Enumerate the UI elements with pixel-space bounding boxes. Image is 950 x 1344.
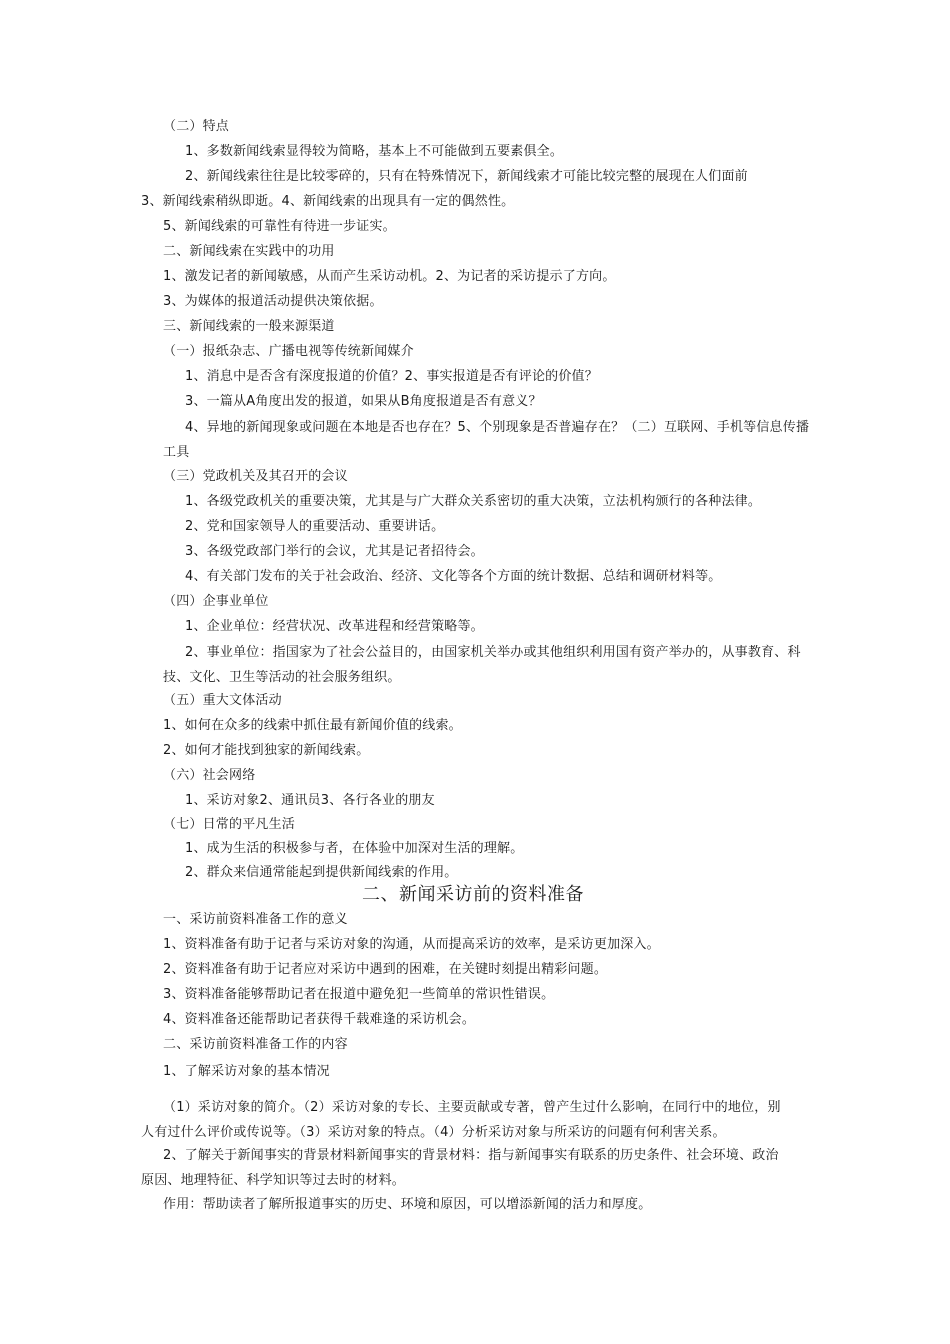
paragraph: 2、群众来信通常能起到提供新闻线索的作用。 [185, 865, 458, 880]
paragraph: 4、异地的新闻现象或问题在本地是否也存在？5、个别现象是否普遍存在？（二）互联网、手机等信息传播工具 [163, 420, 810, 460]
paragraph: 1、如何在众多的线索中抓住最有新闻价值的线索。 [163, 718, 462, 733]
paragraph: 1、资料准备有助于记者与采访对象的沟通，从而提高采访的效率，是采访更加深入。 [163, 937, 660, 952]
paragraph: 2、资料准备有助于记者应对采访中遇到的困难，在关键时刻提出精彩问题。 [163, 962, 608, 977]
section-title: 一、采访前资料准备工作的意义 [163, 912, 348, 927]
paragraph: 2、新闻线索往往是比较零碎的，只有在特殊情况下，新闻线索才可能比较完整的展现在人们面前 [185, 169, 748, 184]
section-title: （五）重大文体活动 [163, 693, 282, 708]
section-title: 三、新闻线索的一般来源渠道 [163, 319, 335, 334]
paragraph: 2、党和国家领导人的重要活动、重要讲话。 [185, 519, 445, 534]
paragraph: 1、激发记者的新闻敏感，从而产生采访动机。2、为记者的采访提示了方向。 [163, 269, 616, 284]
section-title: （一）报纸杂志、广播电视等传统新闻媒介 [163, 344, 414, 359]
paragraph: 3、为媒体的报道活动提供决策依据。 [163, 294, 383, 309]
section-title: （四）企事业单位 [163, 594, 269, 609]
section-title: （七）日常的平凡生活 [163, 817, 296, 832]
section-title: （六）社会网络 [163, 768, 256, 783]
paragraph: 1、消息中是否含有深度报道的价值？2、事实报道是否有评论的价值？ [185, 369, 598, 384]
paragraph: 4、资料准备还能帮助记者获得千载难逢的采访机会。 [163, 1012, 476, 1027]
paragraph: 1、企业单位：经营状况、改革进程和经营策略等。 [185, 619, 484, 634]
paragraph: 3、一篇从A角度出发的报道，如果从B角度报道是否有意义？ [185, 394, 542, 409]
paragraph: 5、新闻线索的可靠性有待进一步证实。 [163, 219, 396, 234]
paragraph: 2、事业单位：指国家为了社会公益目的，由国家机关举办或其他组织利用国有资产举办的，从事教育、科技、文化、卫生等活动的社会服务组织。 [163, 645, 801, 685]
paragraph: 3、资料准备能够帮助记者在报道中避免犯一些简单的常识性错误。 [163, 987, 555, 1002]
chapter-heading: 二、新闻采访前的资料准备 [362, 884, 584, 905]
section-title: （三）党政机关及其召开的会议 [163, 469, 348, 484]
paragraph: （1）采访对象的简介。（2）采访对象的专长、主要贡献或专著，曾产生过什么影响，在同行中的地位，别人有过什么评价或传说等。（3）采访对象的特点。（4）分析采访对象与所采访的问题有何利害关系。 [141, 1100, 781, 1140]
paragraph: 1、成为生活的积极参与者，在体验中加深对生活的理解。 [185, 841, 524, 856]
paragraph: 1、各级党政机关的重要决策，尤其是与广大群众关系密切的重大决策，立法机构颁行的各种法律。 [185, 494, 762, 509]
paragraph: 2、如何才能找到独家的新闻线索。 [163, 743, 370, 758]
section-title: （二）特点 [163, 119, 230, 134]
paragraph: 1、采访对象2、通讯员3、各行各业的朋友 [185, 793, 435, 808]
paragraph: 3、新闻线索稍纵即逝。4、新闻线索的出现具有一定的偶然性。 [141, 194, 515, 209]
paragraph: 2、了解关于新闻事实的背景材料新闻事实的背景材料：指与新闻事实有联系的历史条件、社会环境、政治原因、地理特征、科学知识等过去时的材料。 [141, 1148, 779, 1188]
paragraph: 3、各级党政部门举行的会议，尤其是记者招待会。 [185, 544, 484, 559]
paragraph: 作用：帮助读者了解所报道事实的历史、环境和原因，可以增添新闻的活力和厚度。 [163, 1197, 652, 1212]
section-title: 二、新闻线索在实践中的功用 [163, 244, 335, 259]
paragraph: 4、有关部门发布的关于社会政治、经济、文化等各个方面的统计数据、总结和调研材料等。 [185, 569, 722, 584]
section-title: 二、采访前资料准备工作的内容 [163, 1037, 348, 1052]
paragraph: 1、了解采访对象的基本情况 [163, 1064, 330, 1079]
paragraph: 1、多数新闻线索显得较为简略，基本上不可能做到五要素俱全。 [185, 144, 564, 159]
